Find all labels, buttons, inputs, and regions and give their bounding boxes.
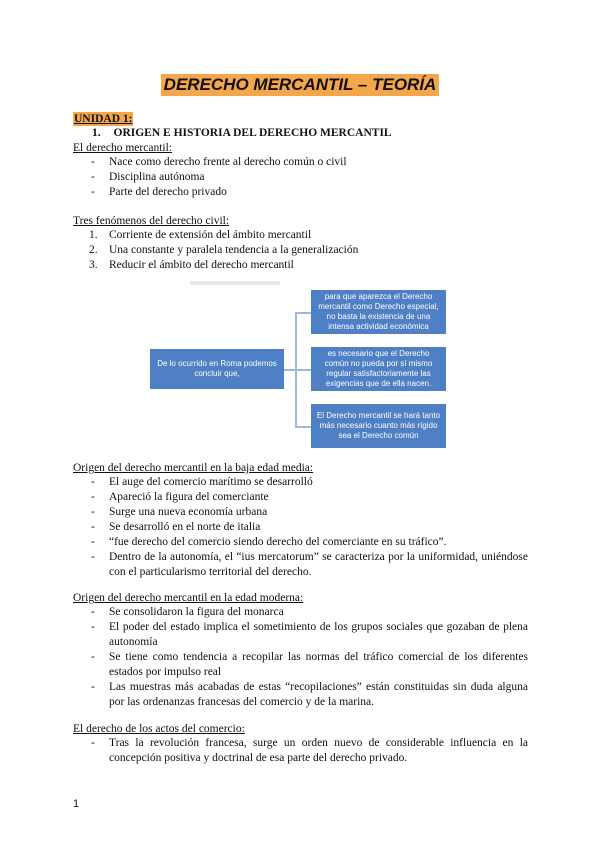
diagram-root-box: De lo ocurrido en Roma podemos concluir que, [150, 349, 284, 389]
connector-line [295, 312, 311, 314]
list-item: - Apareció la figura del comerciante [73, 490, 528, 505]
list-item: - Tras la revolución francesa, surge un orden nuevo de considerable influencia en la concepción positiva y doctrinal de esa parte del derecho privado. [73, 736, 528, 766]
item-text: Una constante y paralela tendencia a la generalización [109, 244, 359, 256]
list-item [73, 228, 528, 243]
section4-title: Origen del derecho mercantil en la edad moderna: [73, 592, 304, 604]
heading-number: 1. [92, 127, 101, 139]
list-item: - Se consolidaron la figura del monarca [73, 605, 528, 620]
list-item: - “fue derecho del comercio siendo derecho del comerciante en su tráfico”. [73, 535, 528, 550]
list-item: - Se tiene como tendencia a recopilar las normas del tráfico comercial de los diferentes estados por impulso real [73, 650, 528, 680]
list-item: - Nace como derecho frente al derecho común o civil [73, 155, 528, 170]
section5-title: El derecho de los actos del comercio: [73, 723, 245, 735]
list-item [73, 258, 528, 273]
list-item: - Surge una nueva economía urbana [73, 505, 528, 520]
clipped-header-fragment [190, 281, 280, 285]
list-item: - El poder del estado implica el sometimiento de los grupos sociales que gozaban de plena autonomía [73, 620, 528, 650]
list-item: - Disciplina autónoma [73, 170, 528, 185]
diagram-branch-box-3: El Derecho mercantil se hará tanto más necesario cuanto más rígido sea el Derecho común [311, 404, 446, 448]
section1-title: El derecho mercantil: [73, 142, 172, 154]
list-item: - Las muestras más acabadas de estas “recopilaciones” están constituidas sin duda alguna por las ordenanzas francesas del comercio y de la marina. [73, 680, 528, 710]
item-text: Reducir el ámbito del derecho mercantil [109, 259, 294, 271]
title-container [0, 74, 600, 96]
item-text: Corriente de extensión del ámbito mercantil [109, 229, 312, 241]
connector-line [295, 369, 311, 371]
document-title: DERECHO MERCANTIL – TEORÍA [161, 74, 440, 96]
section3-title: Origen del derecho mercantil en la baja edad media: [73, 462, 314, 474]
item-number: 3. [89, 259, 98, 271]
list-item: - El auge del comercio marítimo se desarrolló [73, 475, 528, 490]
section2-title: Tres fenómenos del derecho civil: [73, 215, 230, 227]
list-item: - Parte del derecho privado [73, 185, 528, 200]
section-heading [92, 126, 392, 140]
item-number: 2. [89, 244, 98, 256]
diagram-branch-box-1: para que aparezca el Derecho mercantil como Derecho especial, no basta la existencia de una intensa actividad económica [311, 290, 446, 334]
section1-list [73, 155, 528, 200]
connector-line [295, 426, 311, 428]
section5-list [73, 736, 528, 766]
section2-list [73, 228, 528, 273]
list-item: - Dentro de la autonomía, el “ius mercatorum” se caracteriza por la uniformidad, uniéndose con el particularismo territorial del derecho. [73, 550, 528, 580]
diagram-branch-box-2: es necesario que el Derecho común no pueda por sí mismo regular satisfactoriamente las exigencias que de ella nacen. [311, 347, 446, 391]
list-item: - Se desarrolló en el norte de italia [73, 520, 528, 535]
page-number: 1 [73, 798, 80, 810]
section4-list [73, 605, 528, 710]
heading-text: ORIGEN E HISTORIA DEL DERECHO MERCANTIL [113, 127, 392, 139]
list-item [73, 243, 528, 258]
section3-list [73, 475, 528, 580]
item-number: 1. [89, 229, 98, 241]
unit-label: UNIDAD 1: [74, 113, 133, 125]
